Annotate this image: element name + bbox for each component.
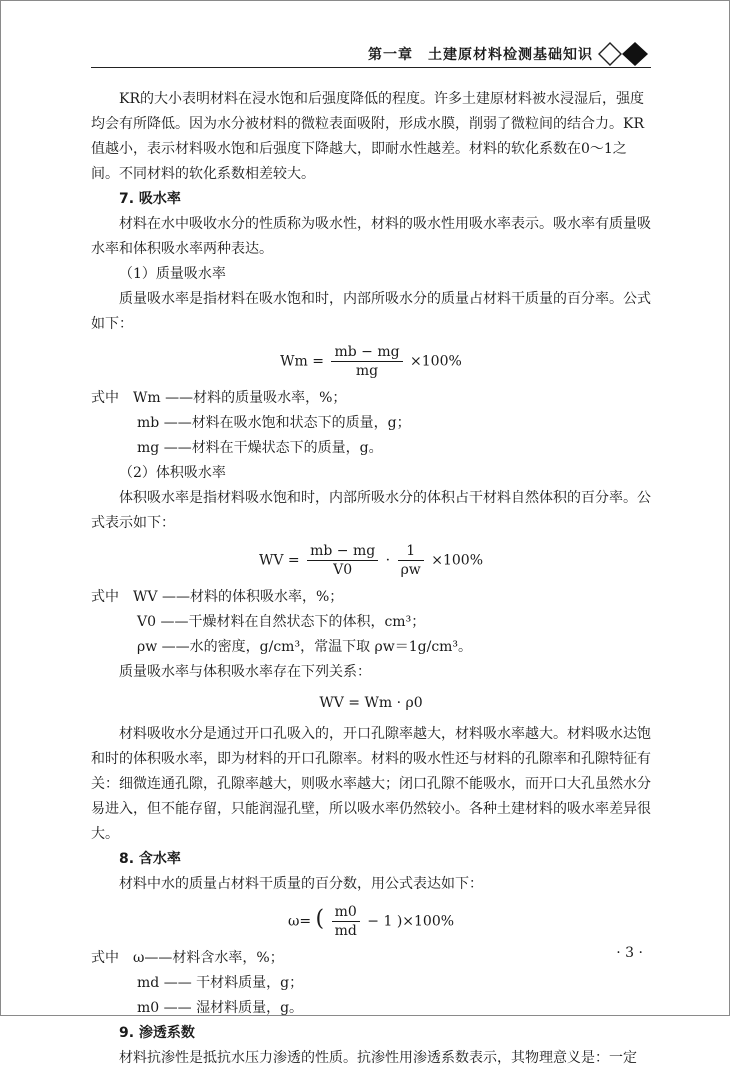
formula-denominator: V0 [333, 562, 353, 578]
section-8-paragraph: 材料中水的质量占材料干质量的百分数，用公式表达如下： [119, 876, 483, 892]
volume-absorption-formula [91, 542, 651, 579]
chapter-title: 第一章 土建原材料检测基础知识 [368, 47, 593, 63]
formula-dot: · [385, 552, 391, 569]
volume-absorption-paragraph: 体积吸水率是指材料吸水饱和时，内部所吸水分的体积占干材料自然体积的百分率。公式表示如下： [91, 490, 651, 531]
moisture-def-2: md —— 干材料质量，g； [137, 975, 304, 991]
formula-denominator: mg [355, 363, 379, 379]
moisture-formula [91, 903, 651, 940]
volume-def-1: 式中 WV ——材料的体积吸水率，%； [91, 589, 344, 605]
volume-def-3: ρw ——水的密度，g/cm³，常温下取 ρw＝1g/cm³。 [137, 639, 473, 655]
volume-def-2: V0 ——干燥材料在自然状态下的体积，cm³； [137, 614, 426, 630]
moisture-def-3: m0 —— 湿材料质量，g。 [137, 1000, 304, 1016]
formula-denominator: md [334, 923, 357, 939]
formula-lhs: Wm = [280, 353, 325, 370]
relation-intro: 质量吸水率与体积吸水率存在下列关系： [119, 664, 371, 680]
formula-lhs: WV = [258, 552, 300, 569]
formula-numerator: mb − mg [331, 343, 402, 362]
formula-numerator-2: 1 [398, 542, 424, 561]
section-9-heading: 9. 渗透系数 [119, 1025, 195, 1041]
formula-tail: ×100% [410, 353, 462, 370]
formula-tail: ×100% [431, 552, 484, 569]
formula-fraction [331, 343, 402, 380]
formula-lhs: ω= [287, 913, 312, 930]
formula-numerator: m0 [332, 903, 360, 922]
intro-paragraph: KR的大小表明材料在浸水饱和后强度降低的程度。许多土建原材料被水浸湿后，强度均会有所降低。因为水分被材料的微粒表面吸附，形成水膜，削弱了微粒间的结合力。KR值越小，表示材料吸水饱和后强度下降越大，即耐水性越差。材料的软化系数在0～1之间。不同材料的软化系数相差较大。 [91, 91, 644, 182]
section-8-heading: 8. 含水率 [119, 851, 181, 867]
mass-absorption-title: （1）质量吸水率 [119, 266, 226, 282]
mass-def-1: 式中 Wm ——材料的质量吸水率，%； [91, 390, 347, 406]
formula-tail: − 1 )×100% [367, 913, 455, 930]
section-7-heading: 7. 吸水率 [119, 191, 181, 207]
section-9-paragraph: 材料抗渗性是抵抗水压力渗透的性质。抗渗性用渗透系数表示，其物理意义是：一定 [119, 1050, 637, 1066]
formula-fraction-2 [398, 542, 424, 579]
formula-numerator: mb − mg [307, 542, 378, 561]
formula-fraction-1 [307, 542, 378, 579]
relation-formula: WV = Wm · ρ0 [319, 695, 423, 711]
mass-absorption-paragraph: 质量吸水率是指材料在吸水饱和时，内部所吸水分的质量占材料干质量的百分率。公式如下： [91, 291, 651, 332]
volume-absorption-title: （2）体积吸水率 [119, 465, 226, 481]
mass-def-2: mb ——材料在吸水饱和状态下的质量，g； [137, 415, 411, 431]
section-7-closing: 材料吸收水分是通过开口孔吸入的，开口孔隙率越大，材料吸水率越大。材料吸水达饱和时的体积吸水率，即为材料的开口孔隙率。材料的吸水性还与材料的孔隙率和孔隙特征有关：细微连通孔隙，孔隙率越大，则吸水率越大；闭口孔隙不能吸水，而开口大孔虽然水分易进入，但不能存留，只能润湿孔壁，所以吸水率仍然较小。各种土建材料的吸水率差异很大。 [91, 726, 651, 842]
diamond-ornament-icon [597, 41, 651, 67]
moisture-def-1: 式中 ω——材料含水率，%； [91, 950, 284, 966]
mass-def-3: mg ——材料在干燥状态下的质量，g。 [137, 440, 383, 456]
formula-fraction [332, 903, 360, 940]
mass-absorption-formula [91, 343, 651, 380]
running-header [91, 41, 651, 68]
formula-open-paren: ( [315, 906, 325, 932]
formula-denominator-2: ρw [400, 562, 421, 578]
page-content [91, 87, 651, 1071]
page-number: · 3 · [616, 945, 643, 961]
section-7-paragraph: 材料在水中吸收水分的性质称为吸水性，材料的吸水性用吸水率表示。吸水率有质量吸水率和体积吸水率两种表达。 [91, 216, 651, 257]
